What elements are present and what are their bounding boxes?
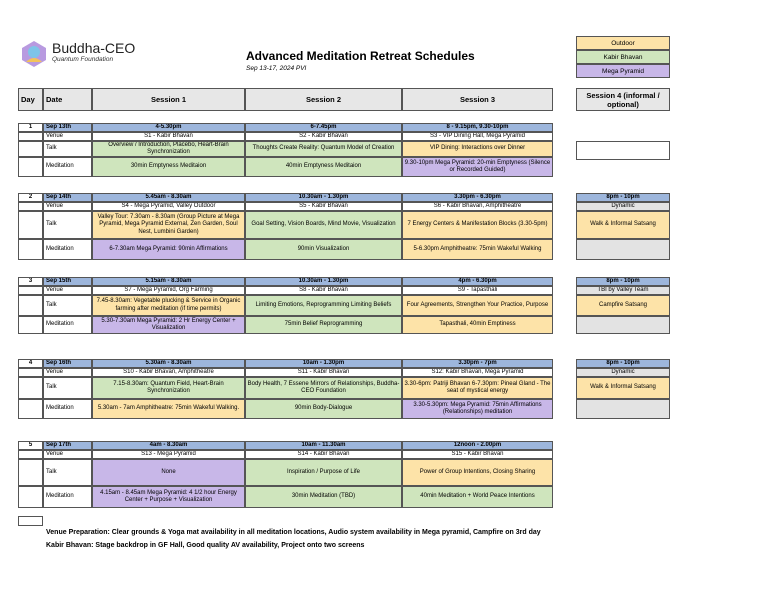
session-2-meditation: 30min Meditation (TBD) — [245, 486, 402, 508]
day-cell — [18, 377, 43, 399]
row-label-meditation: Meditation — [43, 157, 92, 177]
day-cell — [18, 459, 43, 486]
day-number: 1 — [18, 123, 43, 132]
session-3-talk: Four Agreements, Strengthen Your Practice, Purpose — [402, 295, 553, 316]
session-3-venue: S12: Kabir Bhavan, Mega Pyramid — [402, 368, 553, 377]
session-1-meditation: 5.30-7.30am Mega Pyramid: 2 Hr Energy Center + Visualization — [92, 316, 245, 334]
session-1-meditation: 4.15am - 8.45am Mega Pyramid: 4 1/2 hour Energy Center + Purpose + Visualization — [92, 486, 245, 508]
day-cell — [18, 450, 43, 459]
page-title: Advanced Meditation Retreat Schedules — [246, 49, 475, 63]
row-label-talk: Talk — [43, 377, 92, 399]
session-2-meditation: 90min Visualization — [245, 239, 402, 260]
session-1-time: 5.30am - 8.30am — [92, 359, 245, 368]
legend-outdoor: Outdoor — [576, 36, 670, 50]
session-2-venue: S14 - Kabir Bhavan — [245, 450, 402, 459]
session-1-venue: S7 - Mega Pyramid, Org Farming — [92, 286, 245, 295]
session-1-venue: S1 - Kabir Bhavan — [92, 132, 245, 141]
session-3-venue: S15 - Kabir Bhavan — [402, 450, 553, 459]
session-4-talk: Campfire Satsang — [576, 295, 670, 316]
session-1-time: 4am - 8.30am — [92, 441, 245, 450]
session-3-talk: Power of Group Intentions, Closing Sharing — [402, 459, 553, 486]
session-1-talk: Valley Tour: 7.30am - 8.30am (Group Picture at Mega Pyramid, Mega Pyramid External, Zen Garden, Soul Nest, Lumbini Garden) — [92, 211, 245, 239]
session-2-time: 10.30am - 1.30pm — [245, 277, 402, 286]
session-2-time: 10am - 1.30pm — [245, 359, 402, 368]
day-cell — [18, 516, 43, 526]
session-3-meditation: 40min Meditation + World Peace Intentions — [402, 486, 553, 508]
session-4-empty-box — [576, 141, 670, 160]
session-2-venue: S11 - Kabir Bhavan — [245, 368, 402, 377]
session-3-meditation: 9.30-10pm Mega Pyramid: 20-min Emptyness (Silence or Recorded Guided) — [402, 157, 553, 177]
session-1-meditation: 30min Emptyness Meditaion — [92, 157, 245, 177]
note-kabir-bhavan: Kabir Bhavan: Stage backdrop in GF Hall, Good quality AV availability, Project onto two screens — [46, 542, 365, 549]
row-label-venue: Venue — [43, 368, 92, 377]
logo-icon — [20, 40, 48, 68]
row-label-meditation: Meditation — [43, 486, 92, 508]
session-4-meditation — [576, 239, 670, 260]
day-cell — [18, 132, 43, 141]
session-4-meditation — [576, 399, 670, 419]
session-2-time: 10am - 11.30am — [245, 441, 402, 450]
session-3-time: 4pm - 6.30pm — [402, 277, 553, 286]
row-label-venue: Venue — [43, 286, 92, 295]
row-label-meditation: Meditation — [43, 399, 92, 419]
session-4-venue: Dynamic — [576, 202, 670, 211]
day-date: Sep 13th — [43, 123, 92, 132]
session-4-time: 8pm - 10pm — [576, 277, 670, 286]
row-label-venue: Venue — [43, 450, 92, 459]
session-1-talk: 7.45-8.30am: Vegetable plucking & Service in Organic farming after meditation (if time permits) — [92, 295, 245, 316]
session-3-venue: S3 - VIP Dining Hall, Mega Pyramid — [402, 132, 553, 141]
session-2-venue: S5 - Kabir Bhavan — [245, 202, 402, 211]
session-3-meditation: Tapasthali, 40min Emptiness — [402, 316, 553, 334]
session-3-time: 3.30pm - 7pm — [402, 359, 553, 368]
session-4-meditation — [576, 316, 670, 334]
day-date: Sep 16th — [43, 359, 92, 368]
day-cell — [18, 486, 43, 508]
session-3-talk: 3.30-6pm: Patriji Bhavan 6-7.30pm: Pineal Gland - The seat of mystical energy — [402, 377, 553, 399]
session-3-time: 3.30pm - 6.30pm — [402, 193, 553, 202]
day-cell — [18, 368, 43, 377]
session-4-venue: Dynamic — [576, 368, 670, 377]
session-2-talk: Thoughts Create Reality: Quantum Model of Creation — [245, 141, 402, 157]
day-cell — [18, 239, 43, 260]
session-3-venue: S9 - Tapasthali — [402, 286, 553, 295]
col-date: Date — [43, 88, 92, 111]
session-2-talk: Inspiration / Purpose of Life — [245, 459, 402, 486]
session-2-meditation: 75min Belief Reprogramming — [245, 316, 402, 334]
col-day: Day — [18, 88, 43, 111]
day-cell — [18, 295, 43, 316]
session-3-venue: S6 - Kabir Bhavan, Amphitheatre — [402, 202, 553, 211]
session-4-talk: Walk & Informal Satsang — [576, 377, 670, 399]
day-number: 3 — [18, 277, 43, 286]
session-4-time: 8pm - 10pm — [576, 193, 670, 202]
session-2-talk: Limiting Emotions, Reprogramming Limiting Beliefs — [245, 295, 402, 316]
session-1-meditation: 5.30am - 7am Amphitheatre: 75min Wakeful Walking. — [92, 399, 245, 419]
legend-mega-pyramid: Mega Pyramid — [576, 64, 670, 78]
day-date: Sep 15th — [43, 277, 92, 286]
day-cell — [18, 399, 43, 419]
session-3-meditation: 5-6.30pm Amphitheatre: 75min Wakeful Walking — [402, 239, 553, 260]
day-number: 5 — [18, 441, 43, 450]
session-2-venue: S8 - Kabir Bhavan — [245, 286, 402, 295]
day-cell — [18, 211, 43, 239]
day-cell — [18, 286, 43, 295]
page-subtitle: Sep 13-17, 2024 PVI — [246, 65, 307, 72]
legend-kabir-bhavan: Kabir Bhavan — [576, 50, 670, 64]
session-2-time: 6-7.45pm — [245, 123, 402, 132]
row-label-venue: Venue — [43, 132, 92, 141]
day-date: Sep 14th — [43, 193, 92, 202]
session-2-meditation: 40min Emptyness Meditaion — [245, 157, 402, 177]
session-2-talk: Goal Setting, Vision Boards, Mind Movie, Visualization — [245, 211, 402, 239]
day-cell — [18, 141, 43, 157]
row-label-meditation: Meditation — [43, 316, 92, 334]
day-cell — [18, 202, 43, 211]
session-1-meditation: 6-7.30am Mega Pyramid: 90min Affirmations — [92, 239, 245, 260]
row-label-talk: Talk — [43, 459, 92, 486]
col-session-2: Session 2 — [245, 88, 402, 111]
session-1-talk: 7.15-8.30am: Quantum Field, Heart-Brain Synchronization — [92, 377, 245, 399]
row-label-venue: Venue — [43, 202, 92, 211]
session-3-talk: 7 Energy Centers & Manifestation Blocks (3.30-5pm) — [402, 211, 553, 239]
day-cell — [18, 316, 43, 334]
day-date: Sep 17th — [43, 441, 92, 450]
session-1-venue: S4 - Mega Pyramid, Valley Outdoor — [92, 202, 245, 211]
session-2-venue: S2 - Kabir Bhavan — [245, 132, 402, 141]
row-label-talk: Talk — [43, 211, 92, 239]
session-1-venue: S10 - Kabir Bhavan, Amphitheatre — [92, 368, 245, 377]
session-1-talk: None — [92, 459, 245, 486]
col-session-3: Session 3 — [402, 88, 553, 111]
session-4-venue: TBI by Valley Team — [576, 286, 670, 295]
session-1-venue: S13 - Mega Pyramid — [92, 450, 245, 459]
col-session-4: Session 4 (informal / optional) — [576, 88, 670, 111]
col-session-1: Session 1 — [92, 88, 245, 111]
session-4-time: 8pm - 10pm — [576, 359, 670, 368]
session-1-time: 4-5.30pm — [92, 123, 245, 132]
logo-name: Buddha-CEO — [52, 40, 136, 56]
session-4-talk: Walk & Informal Satsang — [576, 211, 670, 239]
session-3-meditation: 3.30-5.30pm: Mega Pyramid: 75min Affirmations (Relationships) meditation — [402, 399, 553, 419]
row-label-meditation: Meditation — [43, 239, 92, 260]
row-label-talk: Talk — [43, 141, 92, 157]
day-number: 4 — [18, 359, 43, 368]
day-number: 2 — [18, 193, 43, 202]
session-2-meditation: 90min Body-Dialogue — [245, 399, 402, 419]
session-2-time: 10.30am - 1.30pm — [245, 193, 402, 202]
session-1-time: 5.15am - 8.30am — [92, 277, 245, 286]
session-3-time: 8 - 9.15pm, 9.30-10pm — [402, 123, 553, 132]
session-1-time: 5.45am - 8.30am — [92, 193, 245, 202]
day-cell — [18, 157, 43, 177]
session-3-talk: VIP Dining: Interactions over Dinner — [402, 141, 553, 157]
session-2-talk: Body Health, 7 Essene Mirrors of Relationships, Buddha-CEO Foundation — [245, 377, 402, 399]
logo-subtitle: Quantum Foundation — [52, 56, 114, 63]
row-label-talk: Talk — [43, 295, 92, 316]
session-1-talk: Overview / Introduction, Placebo, Heart-Brain Synchronization — [92, 141, 245, 157]
note-venue-preparation: Venue Preparation: Clear grounds & Yoga mat availability in all meditation locations, Audio system availability in Mega pyramid, Campfire on 3rd day — [46, 529, 541, 536]
session-3-time: 12noon - 2.00pm — [402, 441, 553, 450]
